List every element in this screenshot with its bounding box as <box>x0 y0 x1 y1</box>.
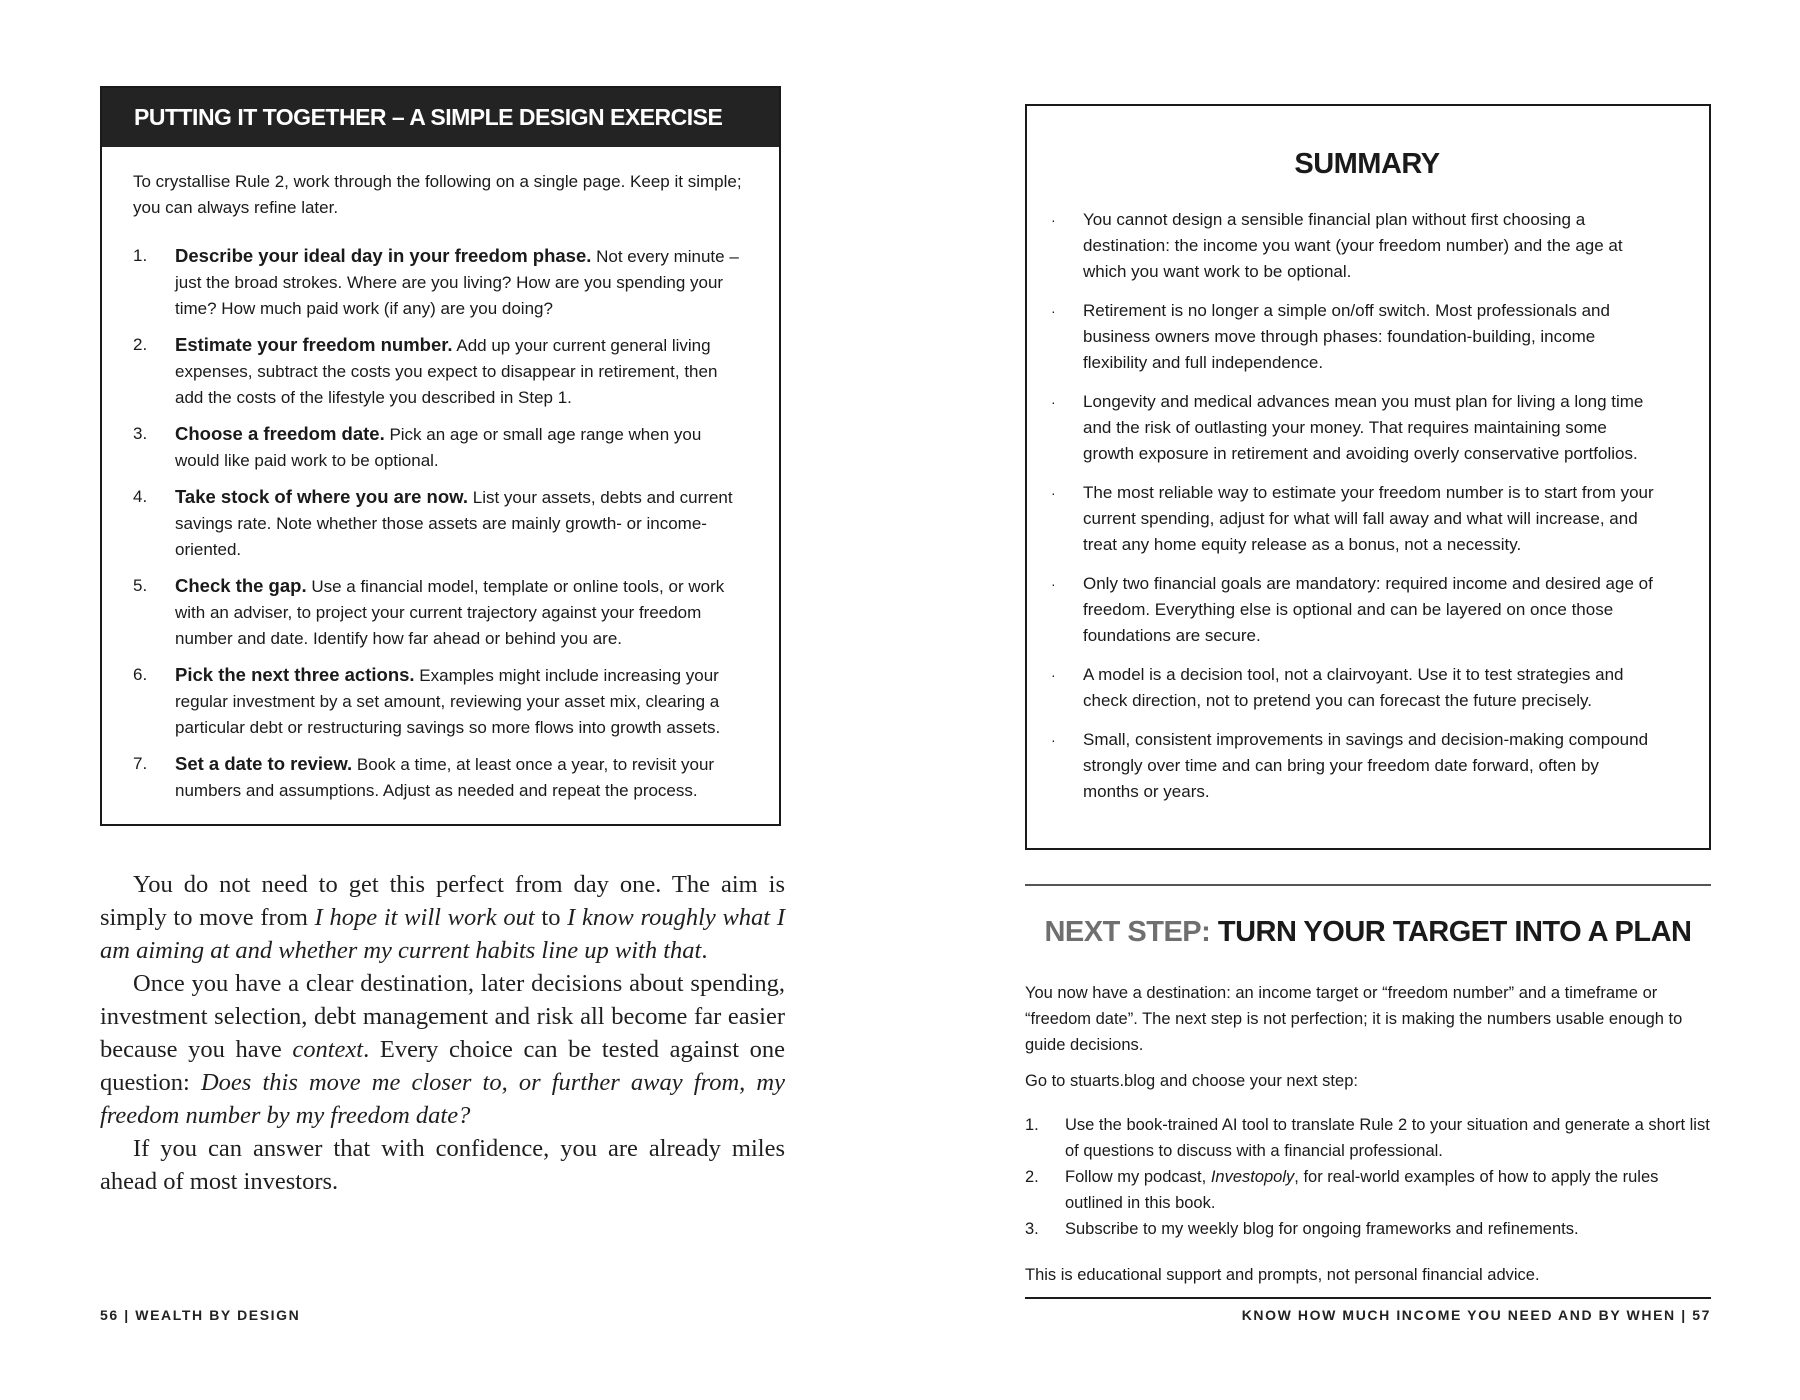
list-item <box>133 751 749 804</box>
list-item <box>133 332 749 411</box>
item-text: List your assets, debts and current savings rate. Note whether those assets are mainly growth- or income-oriented. <box>175 488 733 559</box>
summary-text: Small, consistent improvements in savings and decision-making compound strongly over time and can bring your freedom date forward, often by months or years. <box>1083 730 1649 801</box>
list-item <box>1051 298 1659 376</box>
item-number: 6. <box>133 665 148 684</box>
next-step-body <box>1025 980 1715 1298</box>
disclaimer: This is educational support and prompts, not personal financial advice. <box>1025 1266 1540 1284</box>
item-number: 3. <box>133 424 148 443</box>
text-run: . Every choice can be tested against one question: <box>100 1036 786 1096</box>
paragraph <box>100 967 785 1132</box>
italic-run: context <box>292 1036 364 1063</box>
next-step-list <box>1025 1112 1715 1242</box>
summary-text: Retirement is no longer a simple on/off switch. Most professionals and business owners move through phases: foundation-building, income flexibility and full independence. <box>1083 301 1610 372</box>
list-item <box>1051 389 1659 467</box>
text-run: . <box>701 937 708 964</box>
item-number: 2. <box>133 335 148 354</box>
item-text: Pick an age or small age range when you would like paid work to be optional. <box>175 425 702 470</box>
item-heading: Estimate your freedom number. <box>175 334 453 355</box>
list-item <box>1051 207 1659 285</box>
exercise-box <box>100 86 781 826</box>
exercise-list <box>133 243 749 804</box>
exercise-intro: To crystallise Rule 2, work through the following on a single page. Keep it simple; you can always refine later. <box>133 172 742 217</box>
bullet-icon: · <box>1051 732 1056 748</box>
list-item <box>133 421 749 474</box>
list-item <box>1051 571 1659 649</box>
item-heading: Choose a freedom date. <box>175 423 385 444</box>
italic-run: I hope it will work out <box>314 904 535 931</box>
divider <box>1025 1297 1711 1299</box>
next-step-title: TURN YOUR TARGET INTO A PLAN <box>1210 916 1692 948</box>
text-run: to <box>534 904 568 931</box>
bullet-icon: · <box>1051 303 1056 319</box>
item-heading: Check the gap. <box>175 575 307 596</box>
item-number: 5. <box>133 576 148 595</box>
item-number: 7. <box>133 754 148 773</box>
item-text: Book a time, at least once a year, to revisit your numbers and assumptions. Adjust as needed and repeat the process. <box>175 755 715 800</box>
item-text <box>1065 1164 1715 1216</box>
item-heading: Set a date to review. <box>175 753 353 774</box>
exercise-title: PUTTING IT TOGETHER – A SIMPLE DESIGN EXERCISE <box>102 88 779 147</box>
podcast-name: Investopoly <box>1210 1168 1295 1186</box>
text-run: Follow my podcast, <box>1065 1168 1211 1186</box>
list-item <box>1025 1164 1715 1216</box>
summary-list <box>1051 207 1659 805</box>
summary-title: SUMMARY <box>1294 148 1440 180</box>
page-footer-right: KNOW HOW MUCH INCOME YOU NEED AND BY WHEN | 57 <box>1241 1307 1711 1323</box>
text-run: You do not need to get this perfect from day one. The aim is simply to move from <box>100 871 785 931</box>
list-item <box>133 573 749 652</box>
item-text: Use the book-trained AI tool to translate Rule 2 to your situation and generate a short list of questions to discuss with a financial professional. <box>1065 1116 1710 1160</box>
list-item <box>133 243 749 322</box>
bullet-icon: · <box>1051 212 1056 228</box>
item-number: 2. <box>1025 1168 1039 1186</box>
item-text: Use a financial model, template or online tools, or work with an adviser, to project your current trajectory against your freedom number and date. Identify how far ahead or behind you are. <box>175 577 725 648</box>
bullet-icon: · <box>1051 667 1056 683</box>
item-text: Subscribe to my weekly blog for ongoing frameworks and refinements. <box>1065 1220 1579 1238</box>
paragraph: If you can answer that with confidence, you are already miles ahead of most investors. <box>100 1135 785 1195</box>
summary-text: The most reliable way to estimate your freedom number is to start from your current spending, adjust for what will fall away and what will increase, and treat any home equity release as a bonus, not a necessity. <box>1083 483 1654 554</box>
list-item <box>1051 662 1659 714</box>
item-text: Examples might include increasing your regular investment by a set amount, reviewing your asset mix, clearing a particular debt or restructuring savings so more flows into growth assets. <box>175 666 721 737</box>
italic-run: Does this move me closer to, or further away from, my freedom number by my freedom date? <box>100 1069 785 1129</box>
bullet-icon: · <box>1051 485 1056 501</box>
left-page <box>100 0 785 1400</box>
body-text <box>100 868 785 1198</box>
item-text: Add up your current general living expenses, subtract the costs you expect to disappear in retirement, then add the costs of the lifestyle you described in Step 1. <box>175 336 718 407</box>
summary-text: You cannot design a sensible financial plan without first choosing a destination: the income you want (your freedom number) and the age at which you want work to be optional. <box>1083 210 1623 281</box>
right-page <box>1025 0 1711 1400</box>
exercise-body <box>102 147 779 824</box>
item-number: 1. <box>133 246 148 265</box>
bullet-icon: · <box>1051 576 1056 592</box>
page-footer-left: 56 | WEALTH BY DESIGN <box>100 1307 301 1323</box>
summary-text: A model is a decision tool, not a clairvoyant. Use it to test strategies and check direction, not to pretend you can forecast the future precisely. <box>1083 665 1624 710</box>
italic-run: I know roughly what I am aiming at and whether my current habits line up with that <box>100 904 785 964</box>
next-step-goto: Go to stuarts.blog and choose your next step: <box>1025 1072 1358 1090</box>
summary-text: Longevity and medical advances mean you must plan for living a long time and the risk of outlasting your money. That requires maintaining some growth exposure in retirement and avoiding overly conservative portfolios. <box>1083 392 1644 463</box>
next-step-heading <box>1025 916 1711 949</box>
item-number: 3. <box>1025 1220 1039 1238</box>
bullet-icon: · <box>1051 394 1056 410</box>
item-heading: Pick the next three actions. <box>175 664 415 685</box>
next-step-label: NEXT STEP: <box>1044 916 1211 948</box>
summary-text: Only two financial goals are mandatory: required income and desired age of freedom. Everything else is optional and can be layered on once those foundations are secure. <box>1083 574 1653 645</box>
list-item <box>1051 727 1659 805</box>
text-run: Once you have a clear destination, later decisions about spending, investment selection, debt management and risk all become far easier because you have <box>100 970 785 1063</box>
item-text: Not every minute – just the broad strokes. Where are you living? How are you spending your time? How much paid work (if any) are you doing? <box>175 247 739 318</box>
text-run: , for real-world examples of how to apply the rules outlined in this book. <box>1065 1168 1659 1212</box>
item-number: 4. <box>133 487 148 506</box>
divider <box>1025 884 1711 886</box>
list-item <box>133 662 749 741</box>
paragraph <box>100 868 785 967</box>
item-heading: Take stock of where you are now. <box>175 486 469 507</box>
list-item <box>1051 480 1659 558</box>
list-item <box>133 484 749 563</box>
item-number: 1. <box>1025 1116 1039 1134</box>
summary-box <box>1025 104 1711 850</box>
list-item <box>1025 1216 1715 1242</box>
next-step-intro: You now have a destination: an income target or “freedom number” and a timeframe or “freedom date”. The next step is not perfection; it is making the numbers usable enough to guide decisions. <box>1025 984 1683 1054</box>
list-item <box>1025 1112 1715 1164</box>
item-heading: Describe your ideal day in your freedom phase. <box>175 245 592 266</box>
